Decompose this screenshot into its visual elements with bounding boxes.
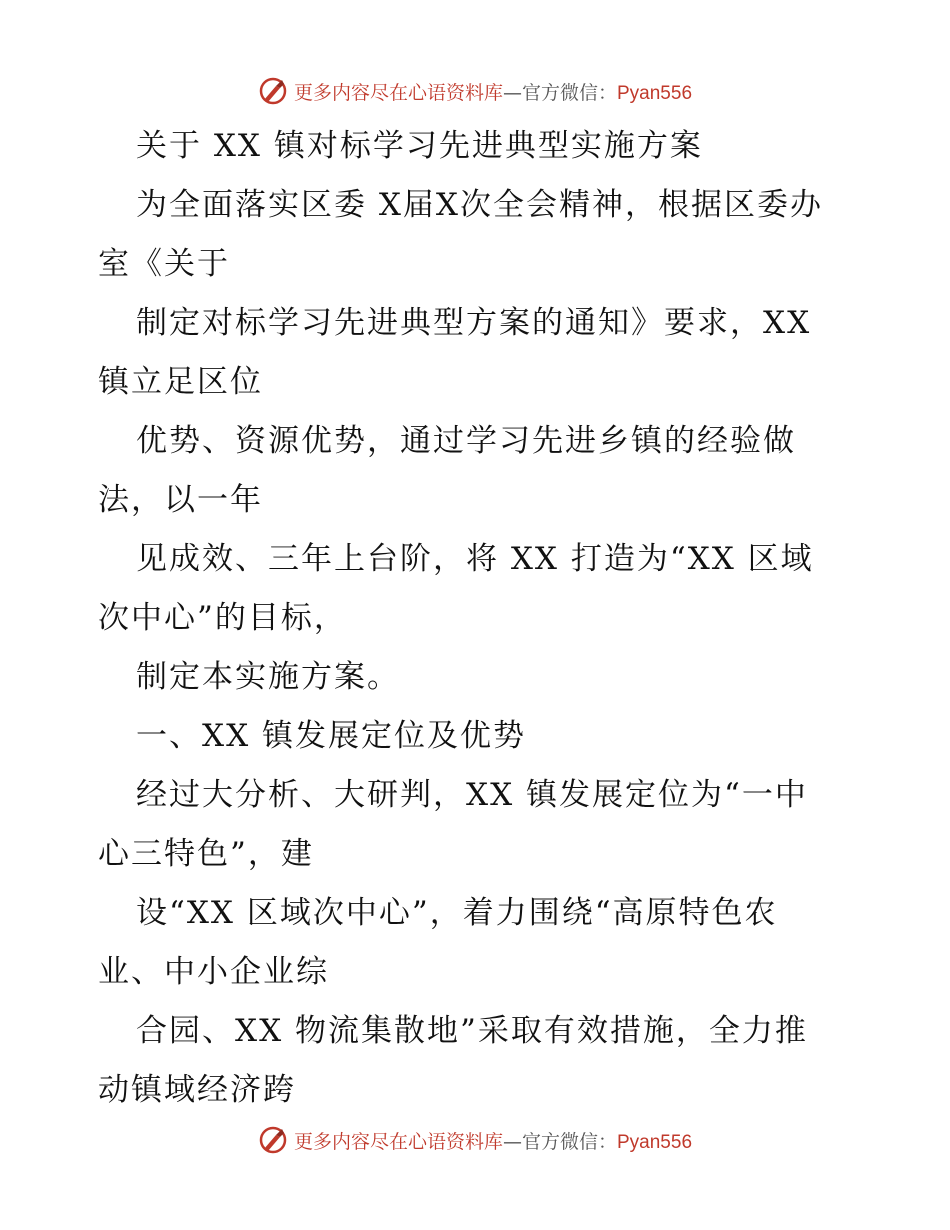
document-line: 次中心”的目标，: [98, 600, 347, 636]
header-wechat-id: Pyan556: [617, 82, 693, 104]
document-line: 关于 XX 镇对标学习先进典型实施方案: [136, 128, 703, 164]
header-banner: [0, 71, 950, 111]
document-line: 制定对标学习先进典型方案的通知》要求，XX: [136, 305, 812, 341]
document-line: 为全面落实区委 X届X次全会精神，根据区委办: [136, 187, 823, 223]
pen-logo-icon: [258, 76, 288, 106]
footer-banner: [0, 1120, 950, 1160]
document-line: 合园、XX 物流集散地”采取有效措施，全力推: [136, 1013, 808, 1049]
footer-banner-text: [294, 1127, 692, 1154]
footer-wechat-id: Pyan556: [617, 1131, 693, 1153]
document-line: 业、中小企业综: [98, 954, 329, 990]
footer-banner-dash: —: [502, 1130, 522, 1153]
document-line: 镇立足区位: [98, 364, 263, 400]
document-line: 动镇域经济跨: [98, 1072, 296, 1108]
document-line: 优势、资源优势，通过学习先进乡镇的经验做: [136, 423, 796, 459]
document-line: 一、XX 镇发展定位及优势: [136, 718, 526, 754]
pen-logo-icon: [258, 1125, 288, 1155]
document-line: 心三特色”，建: [98, 836, 314, 872]
header-banner-title: 更多内容尽在心语资料库: [293, 81, 503, 104]
header-banner-text: [294, 78, 692, 105]
document-line: 法，以一年: [98, 482, 263, 518]
document-line: 经过大分析、大研判，XX 镇发展定位为“一中: [136, 777, 808, 813]
footer-banner-title: 更多内容尽在心语资料库: [293, 1130, 503, 1153]
document-line: 设“XX 区域次中心”，着力围绕“高原特色农: [136, 895, 778, 931]
header-banner-dash: —: [502, 81, 522, 104]
document-line: 见成效、三年上台阶，将 XX 打造为“XX 区域: [136, 541, 814, 577]
document-line: 室《关于: [98, 246, 230, 282]
document-line: 制定本实施方案。: [136, 659, 400, 695]
header-wechat-label: 官方微信：: [521, 81, 617, 104]
footer-wechat-label: 官方微信：: [521, 1130, 617, 1153]
document-body: [98, 117, 878, 1120]
